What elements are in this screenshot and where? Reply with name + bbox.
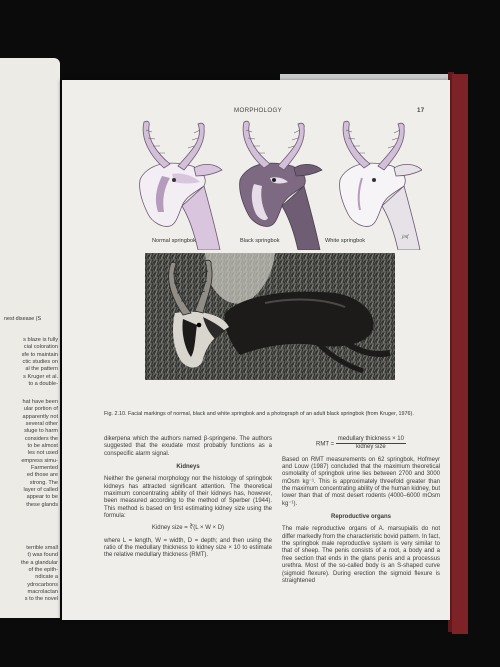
book-page [62, 80, 450, 620]
figure-caption: Fig. 2.10. Facial markings of normal, black and white springbok and a photograph of an adult black springbok (from Kruger, 1976). [104, 411, 414, 417]
kidney-size-formula: Kidney size = ∛(L × W × D) [151, 525, 225, 532]
facing-page-heading: nest disease (S [4, 316, 42, 322]
page-number: 17 [417, 107, 425, 114]
white-springbok-head [340, 121, 422, 250]
artist-signature: jmf [402, 235, 409, 240]
reproductive-organs-heading: Reproductive organs [330, 514, 391, 521]
reproductive-paragraph: The male reproductive organs of A. marsupialis do not differ markedly from the characteristic bovid pattern. In fact, the springbok male reproductive system is very similar to that of sheep. The penis consists of a root, a body and a free section that ends in the glans penis and a processus urethra. Most of the so-called body is an S-shaped curve (sigmoid flexure). During erection the sigmoid flexure is straightened [282, 526, 440, 584]
facing-page [0, 58, 60, 618]
kidneys-heading: Kidneys [176, 464, 200, 471]
caption-white-springbok: White springbok [325, 238, 366, 244]
normal-springbok-head [140, 121, 222, 250]
intro-paragraph: dikerpena which the authors named β-springene. The authors suggested that the exudate most probably functions as a conspecific alarm signal. [104, 436, 272, 457]
where-paragraph: where L = length, W = width, D = depth; and then using the ratio of the medullary thickness to kidney size × 10 to estimate the relative medullary thickness (RMT). [104, 537, 272, 559]
left-text-column [104, 436, 272, 560]
book-cover-edge [452, 74, 468, 634]
facing-page-text-a: s blaze is fully cial coloration sfe to maintain ctic studies on al the pattern s Kruger et al. to a double- [21, 337, 58, 388]
caption-black-springbok: Black springbok [240, 238, 280, 244]
black-springbok-photograph [145, 253, 395, 380]
facing-page-text-c: terrible small t) was found the a glandular of the epith- ndicate a ydrocarbons macrolactan s to the novel [20, 545, 58, 603]
running-head-title: MORPHOLOGY [234, 107, 283, 114]
rmt-formula: RMT = $\frac{\text{medullary thickness × 10}}{\text{kidney size}}$ [316, 436, 404, 451]
springbok-head-illustrations [132, 120, 422, 250]
facing-page-text-b: hat have been ular portion of apparently not several other sluge to harm considers the to be almost les not used empress simu- Farmented ed those are strong. The layer of called appear to be these glands [21, 399, 58, 508]
caption-normal-springbok: Normal springbok [152, 238, 196, 244]
black-springbok-head [240, 121, 322, 250]
kidneys-paragraph: Neither the general morphology nor the histology of springbok kidneys has attracted significant attention. The theoretical maximum concentrating ability of their kidneys has, however, been measured according to the method of Sperber (1944). This method is based on first estimating kidney size using the formula: [104, 476, 272, 520]
right-text-column [282, 436, 440, 585]
rmt-paragraph: Based on RMT measurements on 62 springbok, Hofmeyr and Louw (1987) concluded that the maximum theoretical osmolality of springbok urine lies between 2700 and 3000 mOsm kg⁻¹. This is approximately threefold greater than the maximum concentrating ability of the human kidney, but lower than that of most desert rodents (4000–6000 mOsm kg⁻¹). [282, 456, 440, 507]
